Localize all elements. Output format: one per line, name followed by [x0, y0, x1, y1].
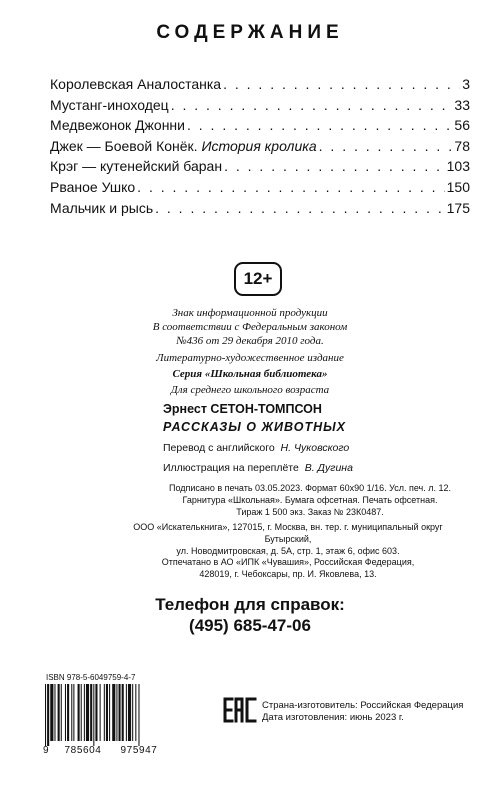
toc-entry: [50, 76, 470, 97]
phone-block: [0, 594, 500, 636]
illustrator-name: В. Дугина: [304, 462, 353, 474]
printer-line: Отпечатано в АО «ИПК «Чувашия», Российская Федерация,: [161, 557, 415, 567]
phone-label: Телефон для справок:: [155, 595, 345, 614]
toc-entry-page: 33: [454, 96, 470, 113]
barcode-bar: [119, 684, 121, 741]
toc-entry-page: 150: [446, 178, 470, 195]
toc-entry-title: Медвежонок Джонни: [50, 117, 185, 134]
barcode-bar: [112, 684, 115, 741]
barcode-bar: [95, 684, 97, 741]
print-details-line: Подписано в печать 03.05.2023. Формат 60х90 1/16. Усл. печ. л. 12.: [168, 483, 452, 493]
origin-country: Страна-изготовитель: Российская Федерация: [262, 700, 464, 711]
toc-entry-title: Джек — Боевой Конёк. История кролика: [50, 137, 317, 154]
toc-entry-page: 103: [446, 158, 470, 175]
barcode-bar: [65, 684, 66, 741]
toc-entry-title: Королевская Аналостанка: [50, 76, 222, 92]
info-sign-line: Знак информационной продукции: [172, 307, 328, 319]
barcode-bar: [128, 684, 131, 741]
toc-entry: [50, 138, 470, 159]
book-title: РАССКАЗЫ О ЖИВОТНЫХ: [163, 420, 346, 434]
toc-entry-page: 78: [454, 137, 470, 154]
barcode-bar: [73, 684, 74, 741]
barcode-bar: [84, 684, 85, 741]
barcode-icon: [43, 684, 171, 746]
toc-leader-dots: [224, 158, 445, 174]
barcode-bar: [106, 684, 108, 741]
edition-type: Литературно-художественное издание: [156, 352, 344, 364]
barcode-bar: [135, 684, 136, 741]
barcode-bar: [47, 684, 49, 746]
info-sign-line: №436 от 29 декабря 2010 года.: [176, 335, 324, 347]
barcode-digit-group: 975947: [120, 745, 158, 756]
contents-heading: СОДЕРЖАНИЕ: [156, 22, 344, 43]
barcode-bar: [81, 684, 82, 741]
barcode-bar: [104, 684, 105, 741]
barcode-bar: [71, 684, 72, 741]
barcode-bar: [122, 684, 124, 741]
barcode-bar: [132, 684, 133, 741]
toc-entry-page: 3: [462, 76, 470, 92]
print-details-line: Гарнитура «Школьная». Бумага офсетная. Печать офсетная.: [182, 495, 438, 505]
barcode-bar: [78, 684, 80, 741]
barcode-bar: [54, 684, 55, 741]
barcode-bar: [138, 684, 139, 746]
toc-entry-title: Мустанг-иноходец: [50, 96, 169, 113]
barcode-bar: [86, 684, 89, 741]
printer-address: [118, 556, 458, 580]
print-details-line: Тираж 1 500 экз. Заказ № 23К0487.: [236, 507, 384, 517]
toc-entry-title: Крэг — кутенейский баран: [50, 158, 223, 175]
barcode-bar: [58, 684, 60, 741]
phone-number: (495) 685-47-06: [189, 616, 311, 635]
author-name: Эрнест СЕТОН-ТОМПСОН: [163, 402, 322, 416]
toc-leader-dots: [155, 200, 445, 216]
barcode-bar: [50, 684, 53, 741]
barcode-digit-group: 785604: [64, 745, 102, 756]
barcode-bar: [93, 684, 94, 746]
isbn-text: ISBN 978-5-6049759-4-7: [46, 673, 136, 682]
barcode-digit-group: 9: [43, 745, 50, 756]
barcode-bar: [45, 684, 46, 746]
barcode-bar: [100, 684, 101, 741]
origin-info: [262, 700, 463, 724]
toc-leader-dots: [137, 179, 444, 195]
barcode-bar: [126, 684, 127, 741]
toc-leader-dots: [187, 117, 452, 133]
toc-entry-page: 175: [446, 199, 470, 216]
toc-entry: [50, 200, 470, 221]
table-of-contents: [50, 76, 470, 220]
illustration-credit: Иллюстрация на переплёте В. Дугина: [163, 462, 353, 474]
barcode-bar: [90, 684, 92, 741]
print-details: [165, 482, 455, 518]
toc-entry-title: Мальчик и рысь: [50, 199, 154, 216]
toc-entry: [50, 158, 470, 179]
printer-line: 428019, г. Чебоксары, пр. И. Яковлева, 13.: [199, 569, 377, 579]
toc-entry: [50, 97, 470, 118]
toc-leader-dots: [171, 97, 453, 113]
toc-entry-subtitle: История кролика: [201, 137, 317, 154]
barcode-digits: [43, 745, 171, 756]
barcode-bar: [61, 684, 62, 741]
publisher-line: ООО «Искателькнига», 127015, г. Москва, вн. тер. г. муниципальный округ Бутырский,: [133, 522, 443, 544]
audience: Для среднего школьного возраста: [170, 384, 330, 396]
toc-entry-page: 56: [454, 117, 470, 134]
info-sign-line: В соответствии с Федеральным законом: [152, 321, 348, 333]
translation-credit: Перевод с английского Н. Чуковского: [163, 442, 350, 454]
origin-date: Дата изготовления: июнь 2023 г.: [262, 712, 404, 723]
series-name: Серия «Школьная библиотека»: [172, 368, 328, 380]
toc-entry: [50, 179, 470, 200]
age-rating-badge: 12+: [234, 262, 282, 296]
translator-name: Н. Чуковского: [280, 442, 350, 454]
toc-entry-title: Рваное Ушко: [50, 178, 136, 195]
publisher-line: ул. Новодмитровская, д. 5А, стр. 1, этаж 6, офис 603.: [176, 546, 400, 556]
info-sign-block: [90, 306, 410, 348]
barcode-bar: [109, 684, 110, 741]
barcode-bar: [116, 684, 117, 741]
toc-leader-dots: [223, 76, 460, 92]
barcode-bar: [67, 684, 69, 741]
toc-entry: [50, 117, 470, 138]
toc-leader-dots: [319, 138, 453, 154]
eac-mark-icon: [222, 696, 258, 724]
publisher-address: [118, 521, 458, 557]
